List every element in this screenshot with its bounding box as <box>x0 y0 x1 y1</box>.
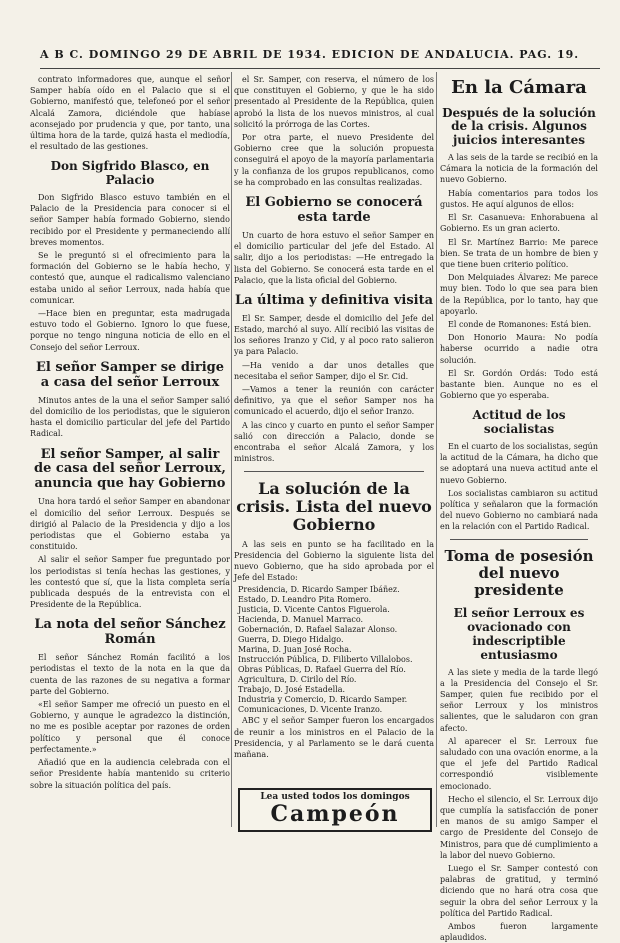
paragraph: Una hora tardó el señor Samper en abandonar el domicilio del señor Lerroux. Después se dirigió al Palacio de la Presidencia y dijo a los periodistas que el Gobierno estaba ya constituido. <box>30 497 230 552</box>
headline: En la Cámara <box>451 77 587 98</box>
headline: La última y definitiva visita <box>234 292 434 308</box>
headline: La solución de la crisis. Lista del nuevo Gobierno <box>236 478 432 535</box>
paragraph: Don Melquiades Álvarez: Me parece muy bien. Todo lo que sea para bien de la República, por lo tanto, hay que apoyarlo. <box>440 273 598 316</box>
paragraph: El Sr. Gordón Ordás: Todo está bastante bien. Aunque no es el Gobierno que yo esperaba. <box>440 368 598 401</box>
paragraph: el Sr. Samper, con reserva, el número de los que constituyen el Gobierno, y que le ha sido presentado al Presidente de la República, quien aprobó la lista de los nuevos ministros, al cual solicitó la prórroga de las Cortes. <box>234 75 434 129</box>
list-item: Obras Públicas, D. Rafael Guerra del Río. <box>238 665 406 675</box>
list-item: Trabajo, D. José Estadella. <box>238 685 346 695</box>
paragraph: Luego el Sr. Samper contestó con palabras de gratitud, y terminó diciendo que no hará otra cosa que seguir la obra del señor Lerroux y la política del Partido Radical. <box>440 863 598 918</box>
paragraph: Había comentarios para todos los gustos. He aquí algunos de ellos: <box>440 188 598 209</box>
paragraph: A las cinco y cuarto en punto el señor Samper salió con dirección a Palacio, donde se encontraba el señor Alcalá Zamora, y los ministros. <box>234 420 434 464</box>
headline: Después de la solución de la crisis. Algunos juicios interesantes <box>442 105 596 148</box>
headline: El señor Lerroux es ovacionado con indescriptible entusiasmo <box>453 606 585 662</box>
paragraph: Los socialistas cambiaron su actitud política y señalaron que la formación del nuevo Gobierno no cambiará nada en la relación con el Partido Radical. <box>440 488 598 532</box>
paragraph: Añadió que en la audiencia celebrada con el señor Presidente había mantenido su criterio sobre la situación política del país. <box>30 758 230 790</box>
headline: Don Sigfrido Blasco, en Palacio <box>50 159 210 188</box>
list-item: Comunicaciones, D. Vicente Iranzo. <box>238 705 383 715</box>
paragraph: El Sr. Samper, desde el domicilio del Jefe del Estado, marchó al suyo. Allí recibió las visitas de los señores Iranzo y Cid, y al poco rato salieron ya para Palacio. <box>234 313 434 357</box>
headline: La nota del señor Sánchez Román <box>34 617 226 648</box>
paragraph: Se le preguntó si el ofrecimiento para la formación del Gobierno se le había hecho, y contestó que, aunque el radicalismo valenciano estaba unido al señor Lerroux, nada había que comunicar. <box>30 251 230 305</box>
list-item: Presidencia, D. Ricardo Samper Ibáñez. <box>238 585 400 595</box>
paragraph: Por otra parte, el nuevo Presidente del Gobierno cree que la solución propuesta conseguirá el apoyo de la mayoría parlamentaria y la confianza de los grupos republicanos, como se ha comprobado en las consultas realizadas. <box>234 133 434 187</box>
list-item: Gobernación, D. Rafael Salazar Alonso. <box>238 625 398 635</box>
paragraph: En el cuarto de los socialistas, según la actitud de la Cámara, ha dicho que se adoptará una nueva actitud ante el nuevo Gobierno. <box>440 441 598 485</box>
paragraph: Al aparecer el Sr. Lerroux fue saludado con una ovación enorme, a la que el jefe del Partido Radical correspondió visiblemente emocionado. <box>440 736 598 791</box>
paragraph: El Sr. Casanueva: Enhorabuena al Gobierno. Es un gran acierto. <box>440 213 598 234</box>
paragraph: ABC y el señor Samper fueron los encargados de reunir a los ministros en el Palacio de la Presidencia, y al Parlamento se le dará cuenta mañana. <box>234 716 434 760</box>
page-header: A B C. DOMINGO 29 DE ABRIL DE 1934. EDICION DE ANDALUCIA. PAG. 19. <box>40 48 600 69</box>
divider <box>450 539 588 540</box>
paragraph: contrato informadores que, aunque el señor Samper había oído en el Palacio que si el Gobierno, manifestó que, telefoneó por el señor Alcalá Zamora, diciéndole que habíase aconsejado por prudencia y que, por tanto, una última hora de la tarde, quizá hasta el mediodía, el resultado de las gestiones. <box>30 75 230 152</box>
paragraph: El señor Sánchez Román facilitó a los periodistas el texto de la nota en la que da cuenta de las razones de su negativa a formar parte del Gobierno. <box>30 653 230 696</box>
minister-list <box>234 585 434 715</box>
advertisement-box <box>238 788 432 832</box>
list-item: Guerra, D. Diego Hidalgo. <box>238 635 344 645</box>
column-3 <box>440 74 598 943</box>
ad-tagline: Lea usted todos los domingos <box>260 792 410 802</box>
list-item: Hacienda, D. Manuel Marraco. <box>238 615 364 625</box>
paragraph: A las seis en punto se ha facilitado en la Presidencia del Gobierno la siguiente lista del nuevo Gobierno, que ha sido aprobada por el Jefe del Estado: <box>234 539 434 583</box>
paragraph: Don Sigfrido Blasco estuvo también en el Palacio de la Presidencia para conocer si el señor Samper había formado Gobierno, siendo recibido por el Presidente y permaneciendo allí breves momentos. <box>30 193 230 247</box>
paragraph: Al salir el señor Samper fue preguntado por los periodistas si tenía hechas las gestiones, y les contestó que sí, que la lista completa sería publicada después de la entrevista con el Presidente de la República. <box>30 555 230 610</box>
headline: El señor Samper se dirige a casa del señor Lerroux <box>35 359 225 390</box>
paragraph: El Sr. Martínez Barrio: Me parece bien. Se trata de un hombre de bien y que tiene buen criterio político. <box>440 237 598 269</box>
headline: Actitud de los socialistas <box>472 408 566 437</box>
paragraph: Un cuarto de hora estuvo el señor Samper en el domicilio particular del jefe del Estado. Al salir, dijo a los periodistas: —He entregado la lista del Gobierno. Se conocerá esta tarde en el Palacio, que la lista oficial del Gobierno. <box>234 230 434 285</box>
list-item: Industria y Comercio, D. Ricardo Samper. <box>238 695 408 705</box>
column-rule <box>436 72 437 827</box>
headline: El señor Samper, al salir de casa del señor Lerroux, anuncia que hay Gobierno <box>34 446 226 492</box>
paragraph: Don Honorio Maura: No podía haberse ocurrido a nadie otra solución. <box>440 333 598 365</box>
list-item: Instrucción Pública, D. Filiberto Villalobos. <box>238 655 413 665</box>
column-2 <box>234 74 434 829</box>
column-rule <box>231 72 232 827</box>
paragraph: —Vamos a tener la reunión con carácter definitivo, ya que el señor Samper nos ha comunicado el acuerdo, dijo el señor Iranzo. <box>234 385 434 417</box>
headline: El Gobierno se conocerá esta tarde <box>245 195 423 225</box>
list-item: Agricultura, D. Cirilo del Río. <box>238 675 357 685</box>
list-item: Estado, D. Leandro Pita Romero. <box>238 595 372 605</box>
list-item: Marina, D. Juan José Rocha. <box>238 645 352 655</box>
paragraph: «El señor Samper me ofreció un puesto en el Gobierno, y aunque le agradezco la distinción, no me es posible aceptar por razones de orden político y personal que él conoce perfectamente.» <box>30 700 230 754</box>
paragraph: El conde de Romanones: Está bien. <box>448 319 592 329</box>
ad-title: Campeón <box>270 801 400 827</box>
list-item: Justicia, D. Vicente Cantos Figuerola. <box>238 605 390 615</box>
divider <box>244 471 424 472</box>
paragraph: Minutos antes de la una el señor Samper salió del domicilio de los periodistas, que le siguieron hasta el domicilio particular del jefe del Partido Radical. <box>30 395 230 439</box>
paragraph: Ambos fueron largamente aplaudidos. <box>440 921 598 943</box>
paragraph: A las siete y media de la tarde llegó a la Presidencia del Consejo el Sr. Samper, quien fue recibido por el señor Lerroux y los ministros salientes, que le saludaron con gran afecto. <box>440 667 598 733</box>
column-1 <box>30 74 230 829</box>
paragraph: Hecho el silencio, el Sr. Lerroux dijo que cumplía la satisfacción de poner en manos de su amigo Samper el cargo de Presidente del Consejo de Ministros, para que dé cumplimiento a la labor del nuevo Gobierno. <box>440 794 598 860</box>
paragraph: A las seis de la tarde se recibió en la Cámara la noticia de la formación del nuevo Gobierno. <box>440 153 598 185</box>
paragraph: —Ha venido a dar unos detalles que necesitaba el señor Samper, dijo el Sr. Cid. <box>234 360 434 381</box>
paragraph: —Hace bien en preguntar, esta madrugada estuvo todo el Gobierno. Ignoro lo que fuese, porque no tengo ninguna noticia de ello en el Consejo del señor Lerroux. <box>30 309 230 352</box>
headline: Toma de posesión del nuevo presidente <box>444 546 594 600</box>
